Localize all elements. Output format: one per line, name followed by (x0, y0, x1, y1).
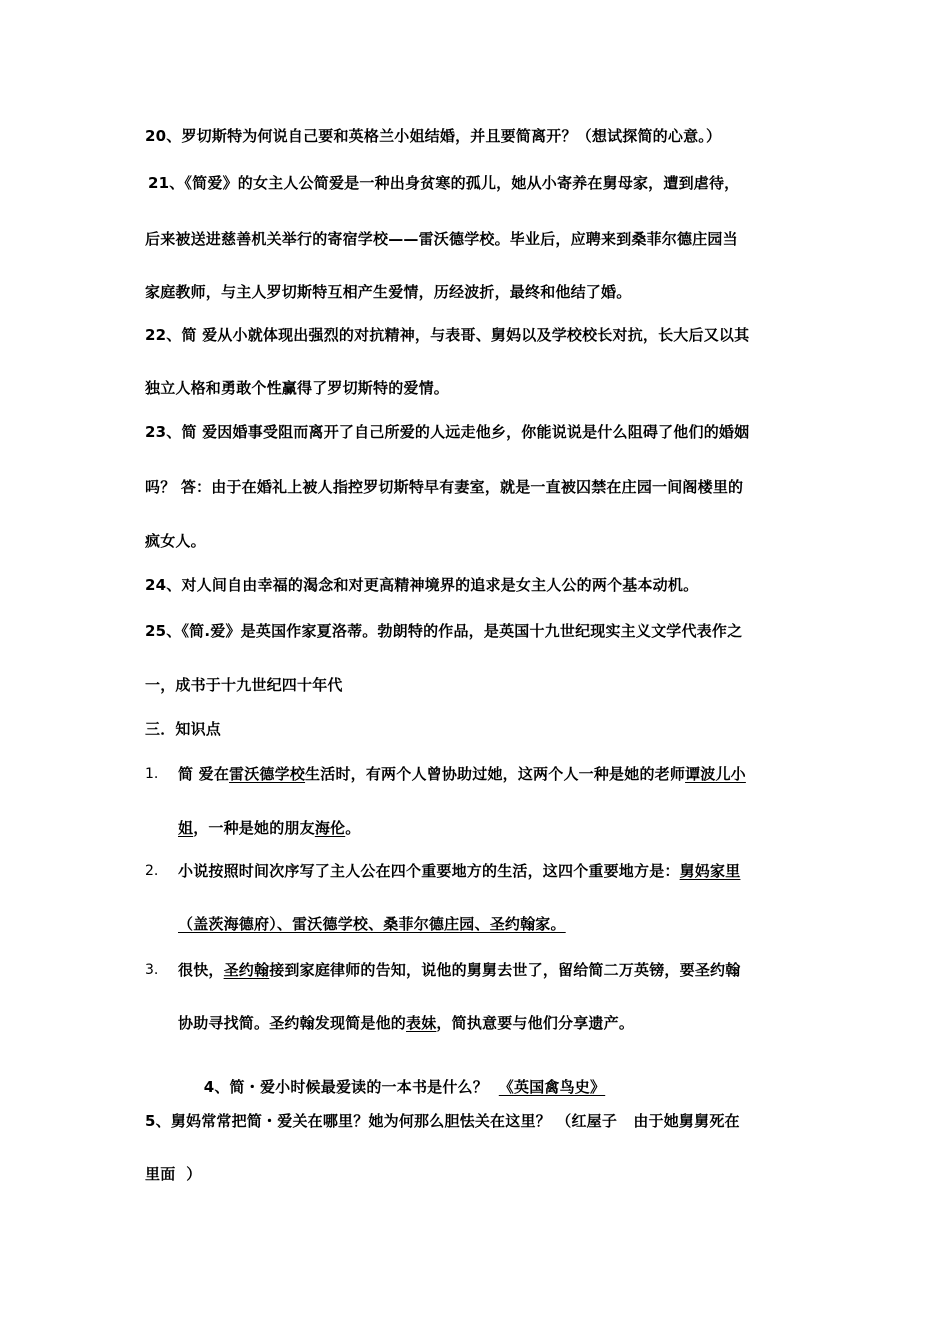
item-1-text: 简 爱在 (178, 765, 230, 783)
item-1-underlined-teacher: 谭波儿小 (685, 765, 746, 783)
item-1-underlined-teacher-end: 姐 (178, 819, 194, 837)
item-3-text: 接到家庭律师的告知，说他的舅舅去世了，留给简二万英镑，要圣约翰 (269, 961, 741, 979)
item-3-line-2 (178, 1013, 634, 1033)
item-3-text: 很快， (178, 961, 224, 979)
item-2-line-2 (178, 914, 566, 934)
q21-line-1: 21、《简爱》的女主人公简爱是一种出身贫寒的孤儿，她从小寄养在舅母家，遭到虐待， (148, 174, 740, 192)
item-3-underlined-name: 圣约翰 (223, 961, 270, 979)
q21-line-3: 家庭教师，与主人罗切斯特互相产生爱情，历经波折，最终和他结了婚。 (145, 283, 632, 301)
q23-line-2: 吗？ 答：由于在婚礼上被人指控罗切斯特早有妻室，就是一直被囚禁在庄园一间阁楼里的 (145, 478, 744, 496)
item-1-line-1 (178, 764, 746, 784)
item-2-number: 2. (145, 863, 159, 879)
q21-line-2: 后来被送进慈善机关举行的寄宿学校——雷沃德学校。毕业后，应聘来到桑菲尔德庄园当 (145, 230, 738, 248)
q23-line-1: 23、简 爱因婚事受阻而离开了自己所爱的人远走他乡，你能说说是什么阻碍了他们的婚姻 (145, 423, 750, 441)
item-1-underlined-school: 雷沃德学校 (229, 765, 306, 783)
item-3-underlined-relation: 表妹 (406, 1014, 437, 1032)
q25-line-1: 25、《简.爱》是英国作家夏洛蒂。勃朗特的作品，是英国十九世纪现实主义文学代表作之 (145, 622, 743, 640)
item-1-underlined-friend: 海伦 (314, 819, 346, 837)
item-3-line-1 (178, 960, 740, 980)
item-4-question: 4、简・爱小时候最爱读的一本书是什么？ (203, 1078, 499, 1096)
item-4-line (182, 1057, 605, 1117)
item-1-line-2 (178, 818, 360, 838)
item-5-line-2: 里面 ） (145, 1165, 202, 1183)
item-3-text: 协助寻找简。圣约翰发现简是他的 (178, 1014, 407, 1032)
section-heading: 三．知识点 (145, 720, 222, 738)
item-2-line-1 (178, 861, 740, 881)
item-3-number: 3. (145, 962, 159, 978)
q22-line-1: 22、简 爱从小就体现出强烈的对抗精神，与表哥、舅妈以及学校校长对抗，长大后又以其 (145, 326, 750, 344)
item-2-underlined-place: 舅妈家里 (679, 862, 741, 880)
item-2-underlined-places: （盖茨海德府）、雷沃德学校、桑菲尔德庄园、圣约翰家。 (178, 915, 566, 933)
item-3-text: ，简执意要与他们分享遗产。 (436, 1014, 635, 1032)
item-1-text: 生活时，有两个人曾协助过她，这两个人一种是她的老师 (305, 765, 686, 783)
item-5-line-1: 5、舅妈常常把简・爱关在哪里？她为何那么胆怯关在这里？ （红屋子 由于她舅舅死在 (145, 1112, 740, 1130)
q20-line: 20、罗切斯特为何说自己要和英格兰小姐结婚，并且要简离开？（想试探简的心意。） (145, 127, 722, 145)
item-1-number: 1. (145, 766, 159, 782)
item-4-underlined-answer: 《英国禽鸟史》 (498, 1078, 606, 1096)
item-1-text: ，一种是她的朋友 (193, 819, 315, 837)
item-1-text: 。 (345, 819, 361, 837)
q25-line-2: 一，成书于十九世纪四十年代 (145, 676, 343, 694)
q24-line: 24、对人间自由幸福的渴念和对更高精神境界的追求是女主人公的两个基本动机。 (145, 576, 699, 594)
q23-line-3: 疯女人。 (145, 532, 206, 550)
item-2-text: 小说按照时间次序写了主人公在四个重要地方的生活，这四个重要地方是： (178, 862, 680, 880)
q22-line-2: 独立人格和勇敢个性赢得了罗切斯特的爱情。 (145, 379, 450, 397)
